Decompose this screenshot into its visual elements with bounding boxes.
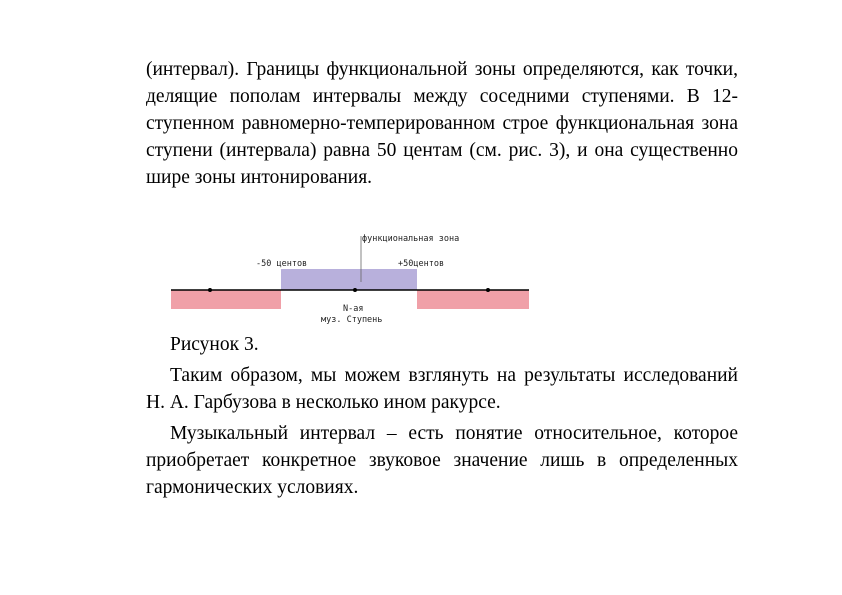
paragraph-garbuzov: Таким образом, мы можем взглянуть на результаты исследований Н. А. Гарбузова в несколько ином ракурсе. <box>146 365 738 413</box>
figure-caption: Рисунок 3. <box>170 334 259 355</box>
right-neighbor-zone <box>417 290 529 309</box>
step-label-line1: N-ая <box>343 304 364 314</box>
paragraph-functional-zone: (интервал). Границы функциональной зоны определяются, как точки, делящие пополам интервалы между соседними ступенями. В 12-ступенном равномерно-темперированном строе функциональная зона ступени (интервала) равна 50 центам (см. рис. 3), и она существенно шире зоны интонирования. <box>146 59 738 188</box>
plus-50-cents-label: +50центов <box>398 259 445 269</box>
left-neighbor-zone <box>171 290 281 309</box>
figure-functional-zone-diagram <box>170 226 532 326</box>
functional-zone-label: функциональная зона <box>362 234 460 244</box>
right-step-point <box>486 288 490 292</box>
center-step-point <box>353 288 357 292</box>
step-label-line2: муз. Ступень <box>321 315 383 325</box>
minus-50-cents-label: -50 центов <box>256 259 308 269</box>
functional-zone-bar <box>281 269 417 290</box>
left-step-point <box>208 288 212 292</box>
diagram-svg <box>170 226 532 326</box>
paragraph-musical-interval: Музыкальный интервал – есть понятие относительное, которое приобретает конкретное звуковое значение лишь в определенных гармонических условиях. <box>146 423 738 498</box>
